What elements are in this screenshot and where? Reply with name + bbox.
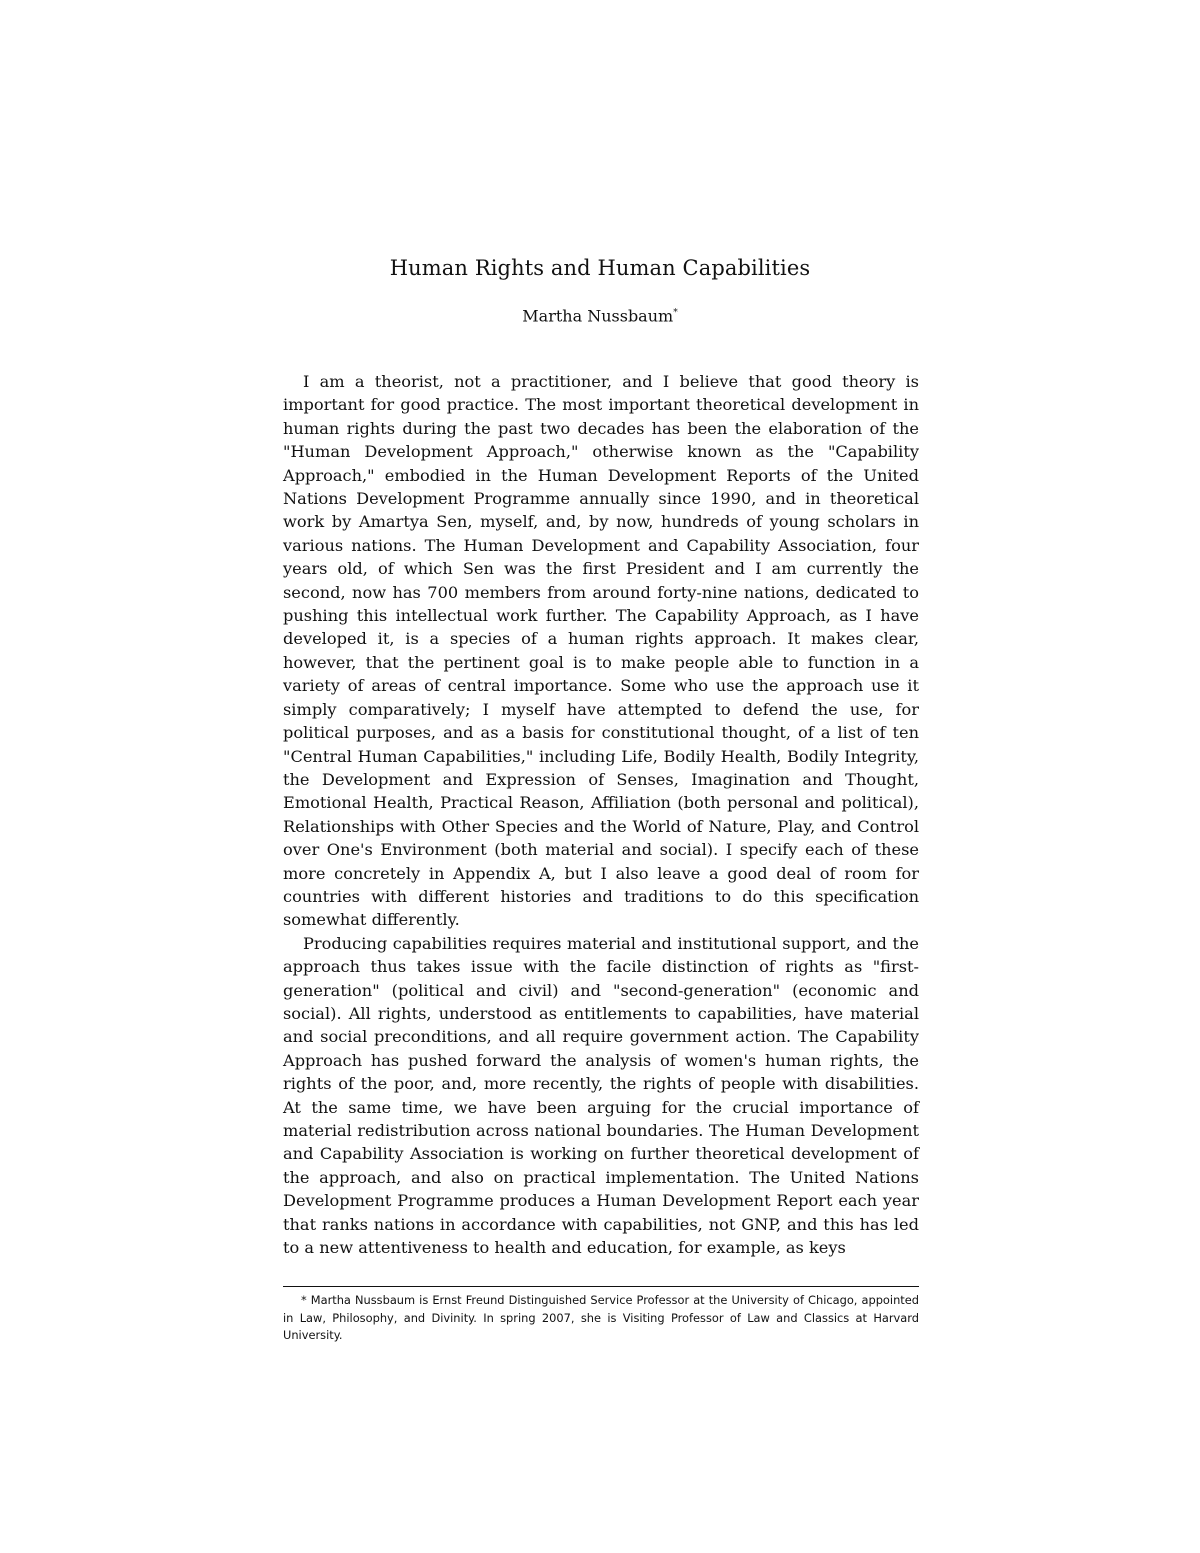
author-line bbox=[0, 302, 1200, 327]
footnote-divider bbox=[283, 1286, 919, 1287]
author-footnote-mark: * bbox=[673, 308, 678, 318]
paper-title: Human Rights and Human Capabilities bbox=[389, 256, 811, 280]
body-text bbox=[283, 370, 919, 1259]
paragraph-1: I am a theorist, not a practitioner, and I believe that good theory is important for good practice. The most important theoretical development in human rights during the past two decades has been the elaboration of the "Human Development Approach," otherwise known as the "Capability Approach," embodied in the Human Development Reports of the United Nations Development Programme annually since 1990, and in theoretical work by Amartya Sen, myself, and, by now, hundreds of young scholars in various nations. The Human Development and Capability Association, four years old, of which Sen was the first President and I am currently the second, now has 700 members from around forty-nine nations, dedicated to pushing this intellectual work further. The Capability Approach, as I have developed it, is a species of a human rights approach. It makes clear, however, that the pertinent goal is to make people able to function in a variety of areas of central importance. Some who use the approach use it simply comparatively; I myself have attempted to defend the use, for political purposes, and as a basis for constitutional thought, of a list of ten "Central Human Capabilities," including Life, Bodily Health, Bodily Integrity, the Development and Expression of Senses, Imagination and Thought, Emotional Health, Practical Reason, Affiliation (both personal and political), Relationships with Other Species and the World of Nature, Play, and Control over One's Environment (both material and social). I specify each of these more concretely in Appendix A, but I also leave a good deal of room for countries with different histories and traditions to do this specification somewhat differently. bbox=[283, 372, 919, 930]
paragraph-2: Producing capabilities requires material and institutional support, and the approach thus takes issue with the facile distinction of rights as "first-generation" (political and civil) and "second-generation" (economic and social). All rights, understood as entitlements to capabilities, have material and social preconditions, and all require government action. The Capability Approach has pushed forward the analysis of women's human rights, the rights of the poor, and, more recently, the rights of people with disabilities. At the same time, we have been arguing for the crucial importance of material redistribution across national boundaries. The Human Development and Capability Association is working on further theoretical development of the approach, and also on practical implementation. The United Nations Development Programme produces a Human Development Report each year that ranks nations in accordance with capabilities, not GNP, and this has led to a new attentiveness to health and education, for example, as keys bbox=[283, 933, 919, 1258]
footnote: * Martha Nussbaum is Ernst Freund Distinguished Service Professor at the University of Chicago, appointed in Law, Philosophy, and Divinity. In spring 2007, she is Visiting Professor of Law and Classics at Harvard University. bbox=[283, 1293, 919, 1342]
author-name: Martha Nussbaum bbox=[522, 306, 674, 326]
